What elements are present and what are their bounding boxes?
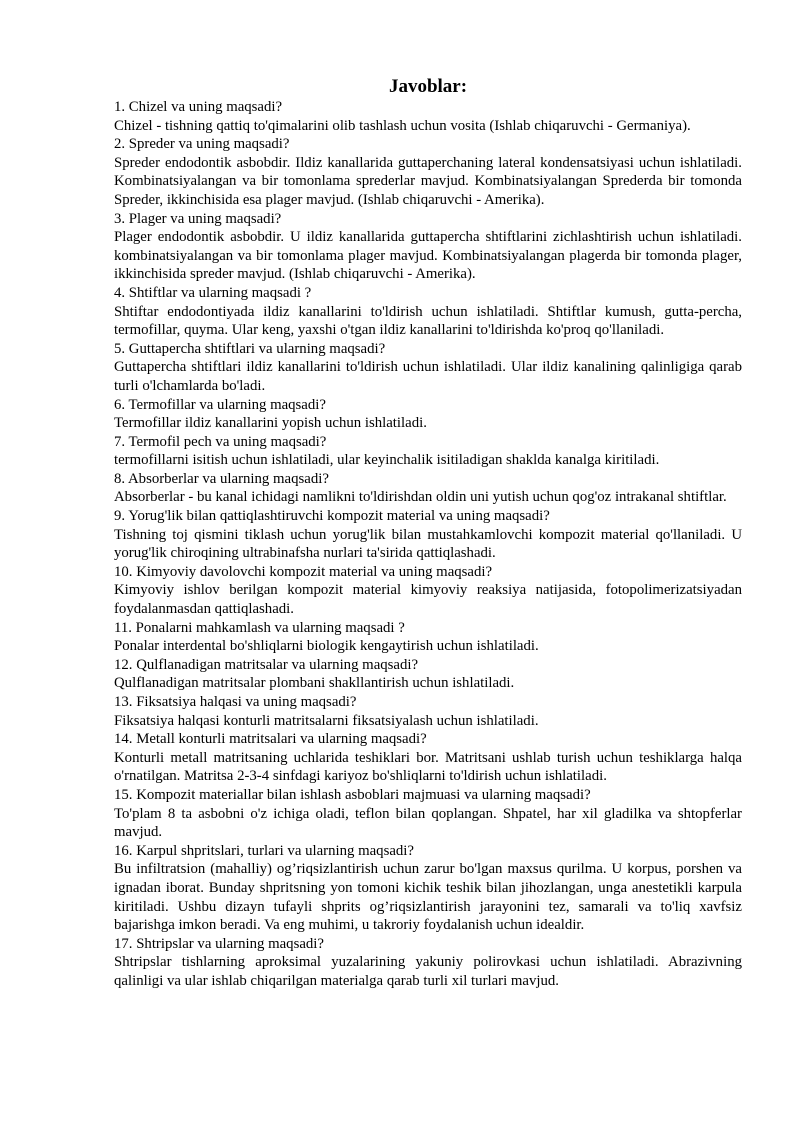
question-6: 6. Termofillar va ularning maqsadi?	[114, 396, 326, 413]
question-4: 4. Shtiftlar va ularning maqsadi ?	[114, 284, 312, 301]
qa-item-2	[114, 135, 742, 209]
qa-item-9	[114, 507, 742, 563]
answer-13: Fiksatsiya halqasi konturli matritsalarni fiksatsiyalash uchun ishlatiladi.	[114, 712, 539, 729]
qa-item-15	[114, 786, 742, 842]
question-14: 14. Metall konturli matritsalari va ularning maqsadi?	[114, 731, 427, 748]
qa-item-3	[114, 210, 742, 284]
qa-item-4	[114, 284, 742, 340]
answer-4: Shtiftar endodontiyada ildiz kanallarini to'ldirish uchun ishlatiladi. Shtiftlar kumush, gutta-percha, termofillar, quyma. Ular keng, yaxshi o'tgan ildiz kanallarini to'ldirishda ko'proq qo'llaniladi.	[114, 303, 742, 339]
question-7: 7. Termofil pech va uning maqsadi?	[114, 433, 327, 450]
answer-12: Qulflanadigan matritsalar plombani shakllantirish uchun ishlatiladi.	[114, 675, 515, 692]
answer-7: termofillarni isitish uchun ishlatiladi, ular keyinchalik isitiladigan shaklda kanalga kiritiladi.	[114, 452, 660, 469]
question-9: 9. Yorug'lik bilan qattiqlashtiruvchi kompozit material va uning maqsadi?	[114, 508, 550, 525]
answer-2: Spreder endodontik asbobdir. Ildiz kanallarida guttaperchaning lateral kondensatsiyasi uchun ishlatiladi. Kombinatsiyalangan va bir tomonlama sprederlar mavjud. Kombinatsiyalangan Sprederda bir tomonda Spreder, ikkinchisida esa plager mavjud. (Ishlab chiqaruvchi - Amerika).	[114, 154, 742, 208]
qa-item-8	[114, 470, 742, 507]
qa-item-17	[114, 935, 742, 991]
qa-item-1	[114, 98, 742, 135]
answer-17: Shtripslar tishlarning aproksimal yuzalarining yakuniy polirovkasi uchun ishlatiladi. Abrazivning qalinligi va ular ishlab chiqarilgan materialga qarab turli xil turlari mavjud.	[114, 954, 742, 989]
question-17: 17. Shtripslar va ularning maqsadi?	[114, 935, 324, 952]
page-title: Javoblar:	[388, 76, 468, 97]
answer-5: Guttapercha shtiftlari ildiz kanallarini to'ldirish uchun ishlatiladi. Ular ildiz kanalining qalinligiga qarab turli o'lchamlarda bo'ladi.	[114, 359, 742, 394]
answer-10: Kimyoviy ishlov berilgan kompozit material kimyoviy reaksiya natijasida, fotopolimerizatsiyadan foydalanmasdan qattiqlashadi.	[114, 582, 742, 618]
answer-1: Chizel - tishning qattiq to'qimalarini olib tashlash uchun vosita (Ishlab chiqaruvchi - Germaniya).	[114, 117, 691, 134]
qa-item-6	[114, 396, 742, 433]
answer-6: Termofillar ildiz kanallarini yopish uchun ishlatiladi.	[114, 415, 427, 432]
answer-8: Absorberlar - bu kanal ichidagi namlikni to'ldirishdan oldin uni yutish uchun qog'oz intrakanal shtiftlar.	[114, 489, 727, 506]
qa-item-14	[114, 730, 742, 786]
question-1: 1. Chizel va uning maqsadi?	[114, 99, 283, 115]
qa-item-12	[114, 656, 742, 693]
question-3: 3. Plager va uning maqsadi?	[114, 210, 282, 227]
qa-item-10	[114, 563, 742, 619]
qa-item-11	[114, 619, 742, 656]
document-page	[114, 76, 742, 991]
question-15: 15. Kompozit materiallar bilan ishlash asboblari majmuasi va ularning maqsadi?	[114, 786, 591, 803]
answer-15: To'plam 8 ta asbobni o'z ichiga oladi, teflon bilan qoplangan. Shpatel, har xil gladilka va shtopferlar mavjud.	[114, 805, 742, 841]
qa-item-5	[114, 340, 742, 396]
qa-item-7	[114, 433, 742, 470]
answer-16: Bu infiltratsion (mahalliy) og’riqsizlantirish uchun zarur bo'lgan maxsus qurilma. U korpus, porshen va ignadan iborat. Bunday shpritsning yon tomoni kichik teshik bilan jihozlangan, unga anestetikli karpula kiritiladi. Ushbu dizayn tufayli shprits og’riqsizlantirish jarayonini tez, samarali va to'liq xavfsiz bajarishga imkon beradi. Va eng muhimi, u takroriy foydalanish uchun idealdir.	[114, 861, 742, 934]
answer-3: Plager endodontik asbobdir. U ildiz kanallarida guttapercha shtiftlarini zichlashtirish uchun ishlatiladi. kombinatsiyalangan va bir tomonlama plager mavjud. Kombinatsiyalangan plagerda bir tomonda plager, ikkinchisida spreder mavjud. (Ishlab chiqaruvchi - Amerika).	[114, 229, 742, 283]
qa-item-16	[114, 842, 742, 935]
question-5: 5. Guttapercha shtiftlari va ularning maqsadi?	[114, 340, 386, 357]
question-11: 11. Ponalarni mahkamlash va ularning maqsadi ?	[114, 619, 405, 636]
question-8: 8. Absorberlar va ularning maqsadi?	[114, 470, 329, 487]
question-16: 16. Karpul shpritslari, turlari va ularning maqsadi?	[114, 842, 414, 859]
qa-item-13	[114, 693, 742, 730]
question-12: 12. Qulflanadigan matritsalar va ularning maqsadi?	[114, 656, 419, 673]
answer-9: Tishning toj qismini tiklash uchun yorug'lik bilan mustahkamlovchi kompozit material qo'llaniladi. U yorug'lik chiroqining ultrabinafsha nurlari ta'sirida qattiqlashadi.	[114, 526, 742, 562]
answer-11: Ponalar interdental bo'shliqlarni biologik kengaytirish uchun ishlatiladi.	[114, 638, 539, 655]
question-2: 2. Spreder va uning maqsadi?	[114, 136, 290, 153]
answer-14: Konturli metall matritsaning uchlarida teshiklari bor. Matritsani ushlab turish uchun teshiklarga halqa o'rnatilgan. Matritsa 2-3-4 sinfdagi kariyoz bo'shliqlarni to'ldirish uchun ishlatiladi.	[114, 749, 742, 785]
question-13: 13. Fiksatsiya halqasi va uning maqsadi?	[114, 694, 357, 710]
question-10: 10. Kimyoviy davolovchi kompozit material va uning maqsadi?	[114, 563, 493, 580]
